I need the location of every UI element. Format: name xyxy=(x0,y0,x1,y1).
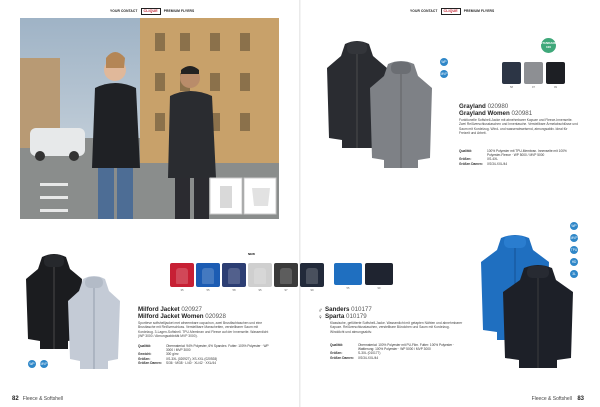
new-badge: NEW xyxy=(248,252,255,256)
right-brand-bar xyxy=(410,7,494,15)
swatch-grayland-navy[interactable]: 58 xyxy=(502,62,521,84)
milford-title: Milford Jacket 020927 Milford Jacket Women 020928 xyxy=(138,306,226,321)
breathable-icon: MVP xyxy=(570,236,578,240)
swatch-sanders-black[interactable]: 99 xyxy=(365,263,393,285)
left-feature-icons xyxy=(28,360,48,368)
right-section-name: Fleece & Softshell xyxy=(531,396,572,402)
right-brand-logo: CLIQUE xyxy=(441,8,461,15)
grayland-title: Grayland 020980 Grayland Women 020981 xyxy=(459,103,533,118)
swatch-grayland-black[interactable]: 99 xyxy=(546,62,565,84)
swatch-red[interactable]: 35 xyxy=(170,263,194,287)
male-icon: ♂ xyxy=(318,306,323,314)
grayland-description: Funktionelle Softshell-Jacke mit abnehmbarer Kapuze und Fleece-Innenseite. Zwei Reißverschlusstaschen und Innentasche. Verstellbare Ärmelabschlüsse und Saum mit Kordelzug. Wind- und wasserabweisend, atmungsaktiv. Ideal für Freizeit und Arbeit. xyxy=(459,118,578,136)
left-page-number: 82 xyxy=(12,396,19,402)
lifestyle-photo xyxy=(20,18,279,219)
sanders-feature-icons xyxy=(570,222,578,278)
grayland-women-jacket-image xyxy=(368,58,434,170)
milford-description: Sportieve softshelljacket met afneembare capuchon, zwei Brustfachtaschen und eine Brusttasche mit Reißverschluss. Verstellbare Manschetten, verstellbarer Saum mit Kordelzug. 3-Lagen-Softshell. TPU-Membran und Fleece auf der Innenseite. Wasserdicht (WP 3000 / Atmungsaktivität MVP 3000). xyxy=(138,321,269,339)
sanders-specs: Qualität: Obermaterial: 100% Polyester mit PU-Film. Futter: 100% Polyester · Wattierung: 100% Polyester · WP 5000 / MVP 3000 Größen: S-3XL (010177) Größen Damen: XS/34-XXL/44 xyxy=(330,343,455,360)
milford-women-jacket-image xyxy=(66,273,122,371)
swatch-light-grey[interactable]: 95 xyxy=(248,263,272,287)
tpu-membrane-icon: TPU xyxy=(570,248,578,252)
grayland-swatches xyxy=(502,62,565,89)
breathable-icon: MVP xyxy=(440,72,448,76)
right-footer xyxy=(532,396,588,402)
swatch-royal[interactable]: 55 xyxy=(196,263,220,287)
right-page-number: 83 xyxy=(577,396,584,402)
sparta-jacket-image xyxy=(500,262,576,370)
waterproof-icon: WP xyxy=(441,60,447,64)
swatch-black[interactable]: 99 xyxy=(300,263,324,287)
swatch-grayland-grey[interactable]: 97 xyxy=(524,62,543,84)
left-brand-bar xyxy=(110,7,194,15)
left-section-name: Fleece & Softshell xyxy=(22,396,63,402)
left-brand-left-text: YOUR CONTACT xyxy=(110,9,138,13)
sanders-swatches xyxy=(334,263,393,290)
milford-specs: Qualität: Obermaterial: 94% Polyester, 6% Spandex. Futter: 100% Polyester · WP 3000 / MVP 3000 Gewicht: 300 g/m² Größen: XS-3XL (020927), XS-XXL (020928) Größen Damen: S/36 · M/38 · L/40 · XL/42 · XXL/44 xyxy=(138,344,269,365)
swatch-anthracite[interactable]: 97 xyxy=(274,263,298,287)
left-footer xyxy=(12,396,63,402)
swatch-navy[interactable]: 58 xyxy=(222,263,246,287)
three-layer-icon: 3L xyxy=(570,270,578,278)
grayland-feature-icons xyxy=(440,58,448,78)
female-icon: ♀ xyxy=(318,314,323,322)
left-color-swatches xyxy=(170,263,324,292)
standard-100-badge: STANDARD 100 xyxy=(541,38,556,53)
sanders-description: Klassische, gefütterte Softshell-Jacke. Wasserdicht mit getapten Nähten und abnehmbarer Kapuze. Reißverschlusstaschen, verstellbare Bündchen und Saum mit Kordelzug. Winddicht und atmungsaktiv. xyxy=(330,321,463,334)
waterproof-icon: WP xyxy=(571,224,577,228)
grayland-specs: Qualität: 100% Polyester mit TPU-Membran. Innenseite mit 100% Polyester-Fleece · WP 5000 / MVP 5000 Größen: XS-4XL Größen Damen: XS/34-XXL/44 xyxy=(459,149,567,166)
sanders-title: ♂ Sanders 010177 ♀ Sparta 010179 xyxy=(318,306,372,322)
left-brand-logo: CLIQUE xyxy=(141,8,161,15)
waterproof-icon: WP xyxy=(29,362,35,366)
page-gutter xyxy=(299,0,301,407)
swatch-sanders-blue[interactable]: 55 xyxy=(334,263,362,285)
right-brand-left-text: YOUR CONTACT xyxy=(410,9,438,13)
breathable-icon: MVP xyxy=(40,362,48,366)
right-brand-right-text: PREMIUM FLYERS xyxy=(463,9,495,13)
detachable-hood-icon: HD xyxy=(571,260,577,264)
left-brand-right-text: PREMIUM FLYERS xyxy=(163,9,195,13)
